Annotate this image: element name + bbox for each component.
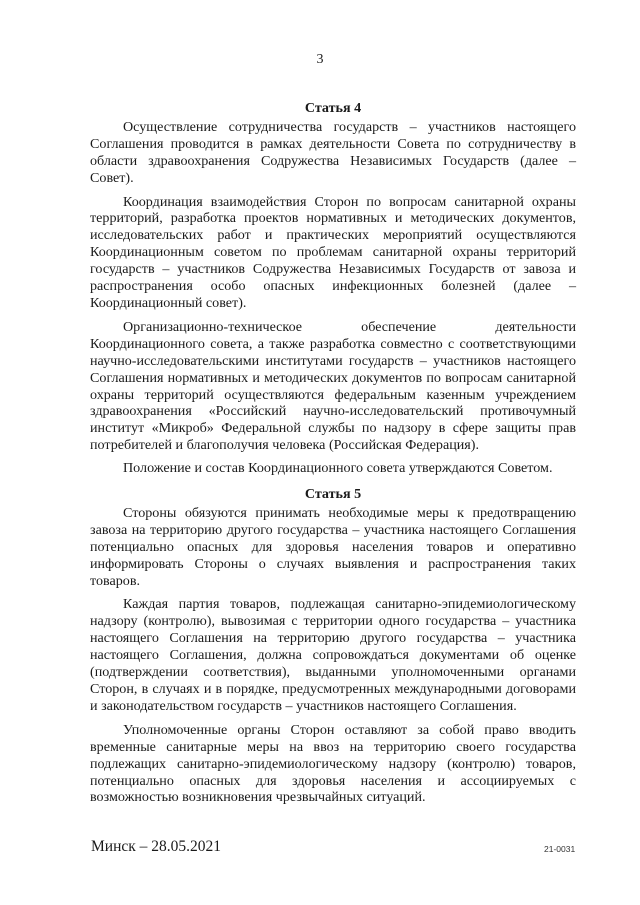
footer-place-date: Минск – 28.05.2021 xyxy=(91,838,222,855)
article-heading: Статья 5 xyxy=(304,486,362,503)
article-heading: Статья 4 xyxy=(304,100,362,116)
paragraph: Уполномоченные органы Сторон оставляют за собой право вводить временные санитарные меры на ввоз на территорию своего государства подлежащих санитарно-эпидемиологическому надзору (контролю) товаров, потенциально опасных для здоровья населения и ассоциируемых с возможностью возникновения чрезвычайных ситуаций. xyxy=(90,721,576,806)
paragraph: Стороны обязуются принимать необходимые меры к предотвращению завоза на территорию другого государства – участника настоящего Соглашения потенциально опасных для здоровья населения товаров и оперативно информировать Стороны о случаях выявления и распространения таких товаров. xyxy=(90,504,576,589)
footer-document-code: 21-0031 xyxy=(544,844,576,854)
paragraph: Положение и состав Координационного совета утверждаются Советом. xyxy=(123,460,553,477)
paragraph: Координация взаимодействия Сторон по вопросам санитарной охраны территорий, разработка проектов нормативных и методических документов, исследовательских работ и практических мероприятий осуществляются Координационным советом по проблемам санитарной охраны территорий государств – участников Содружества Независимых Государств от завоза и распространения особо опасных инфекционных болезней (далее – Координационный совет). xyxy=(90,193,576,311)
document-body xyxy=(90,100,576,813)
paragraph: Каждая партия товаров, подлежащая санитарно-эпидемиологическому надзору (контролю), вывозимая с территории одного государства – участника настоящего Соглашения на территорию другого государства – участника настоящего Соглашения, должна сопровождаться документами об оценке (подтверждении соответствия), выданными уполномоченными органами Сторон, в случаях и в порядке, предусмотренных международными договорами и законодательством государств – участников настоящего Соглашения. xyxy=(90,596,576,714)
article-5 xyxy=(90,486,576,806)
paragraph: Организационно-техническое обеспечение деятельности Координационного совета, а также разработка совместно с соответствующими научно-исследовательскими институтами государств – участников настоящего Соглашения нормативных и методических документов по вопросам санитарной охраны территорий осуществляются федеральным казенным учреждением здравоохранения «Российский научно-исследовательский противочумный институт «Микроб» Федеральной службы по надзору в сфере защиты прав потребителей и благополучия человека (Российская Федерация). xyxy=(90,318,576,454)
page-number: 3 xyxy=(316,52,324,67)
paragraph: Осуществление сотрудничества государств – участников настоящего Соглашения проводится в рамках деятельности Совета по сотрудничеству в области здравоохранения Содружества Независимых Государств (далее – Совет). xyxy=(90,118,576,186)
article-4 xyxy=(90,100,576,477)
